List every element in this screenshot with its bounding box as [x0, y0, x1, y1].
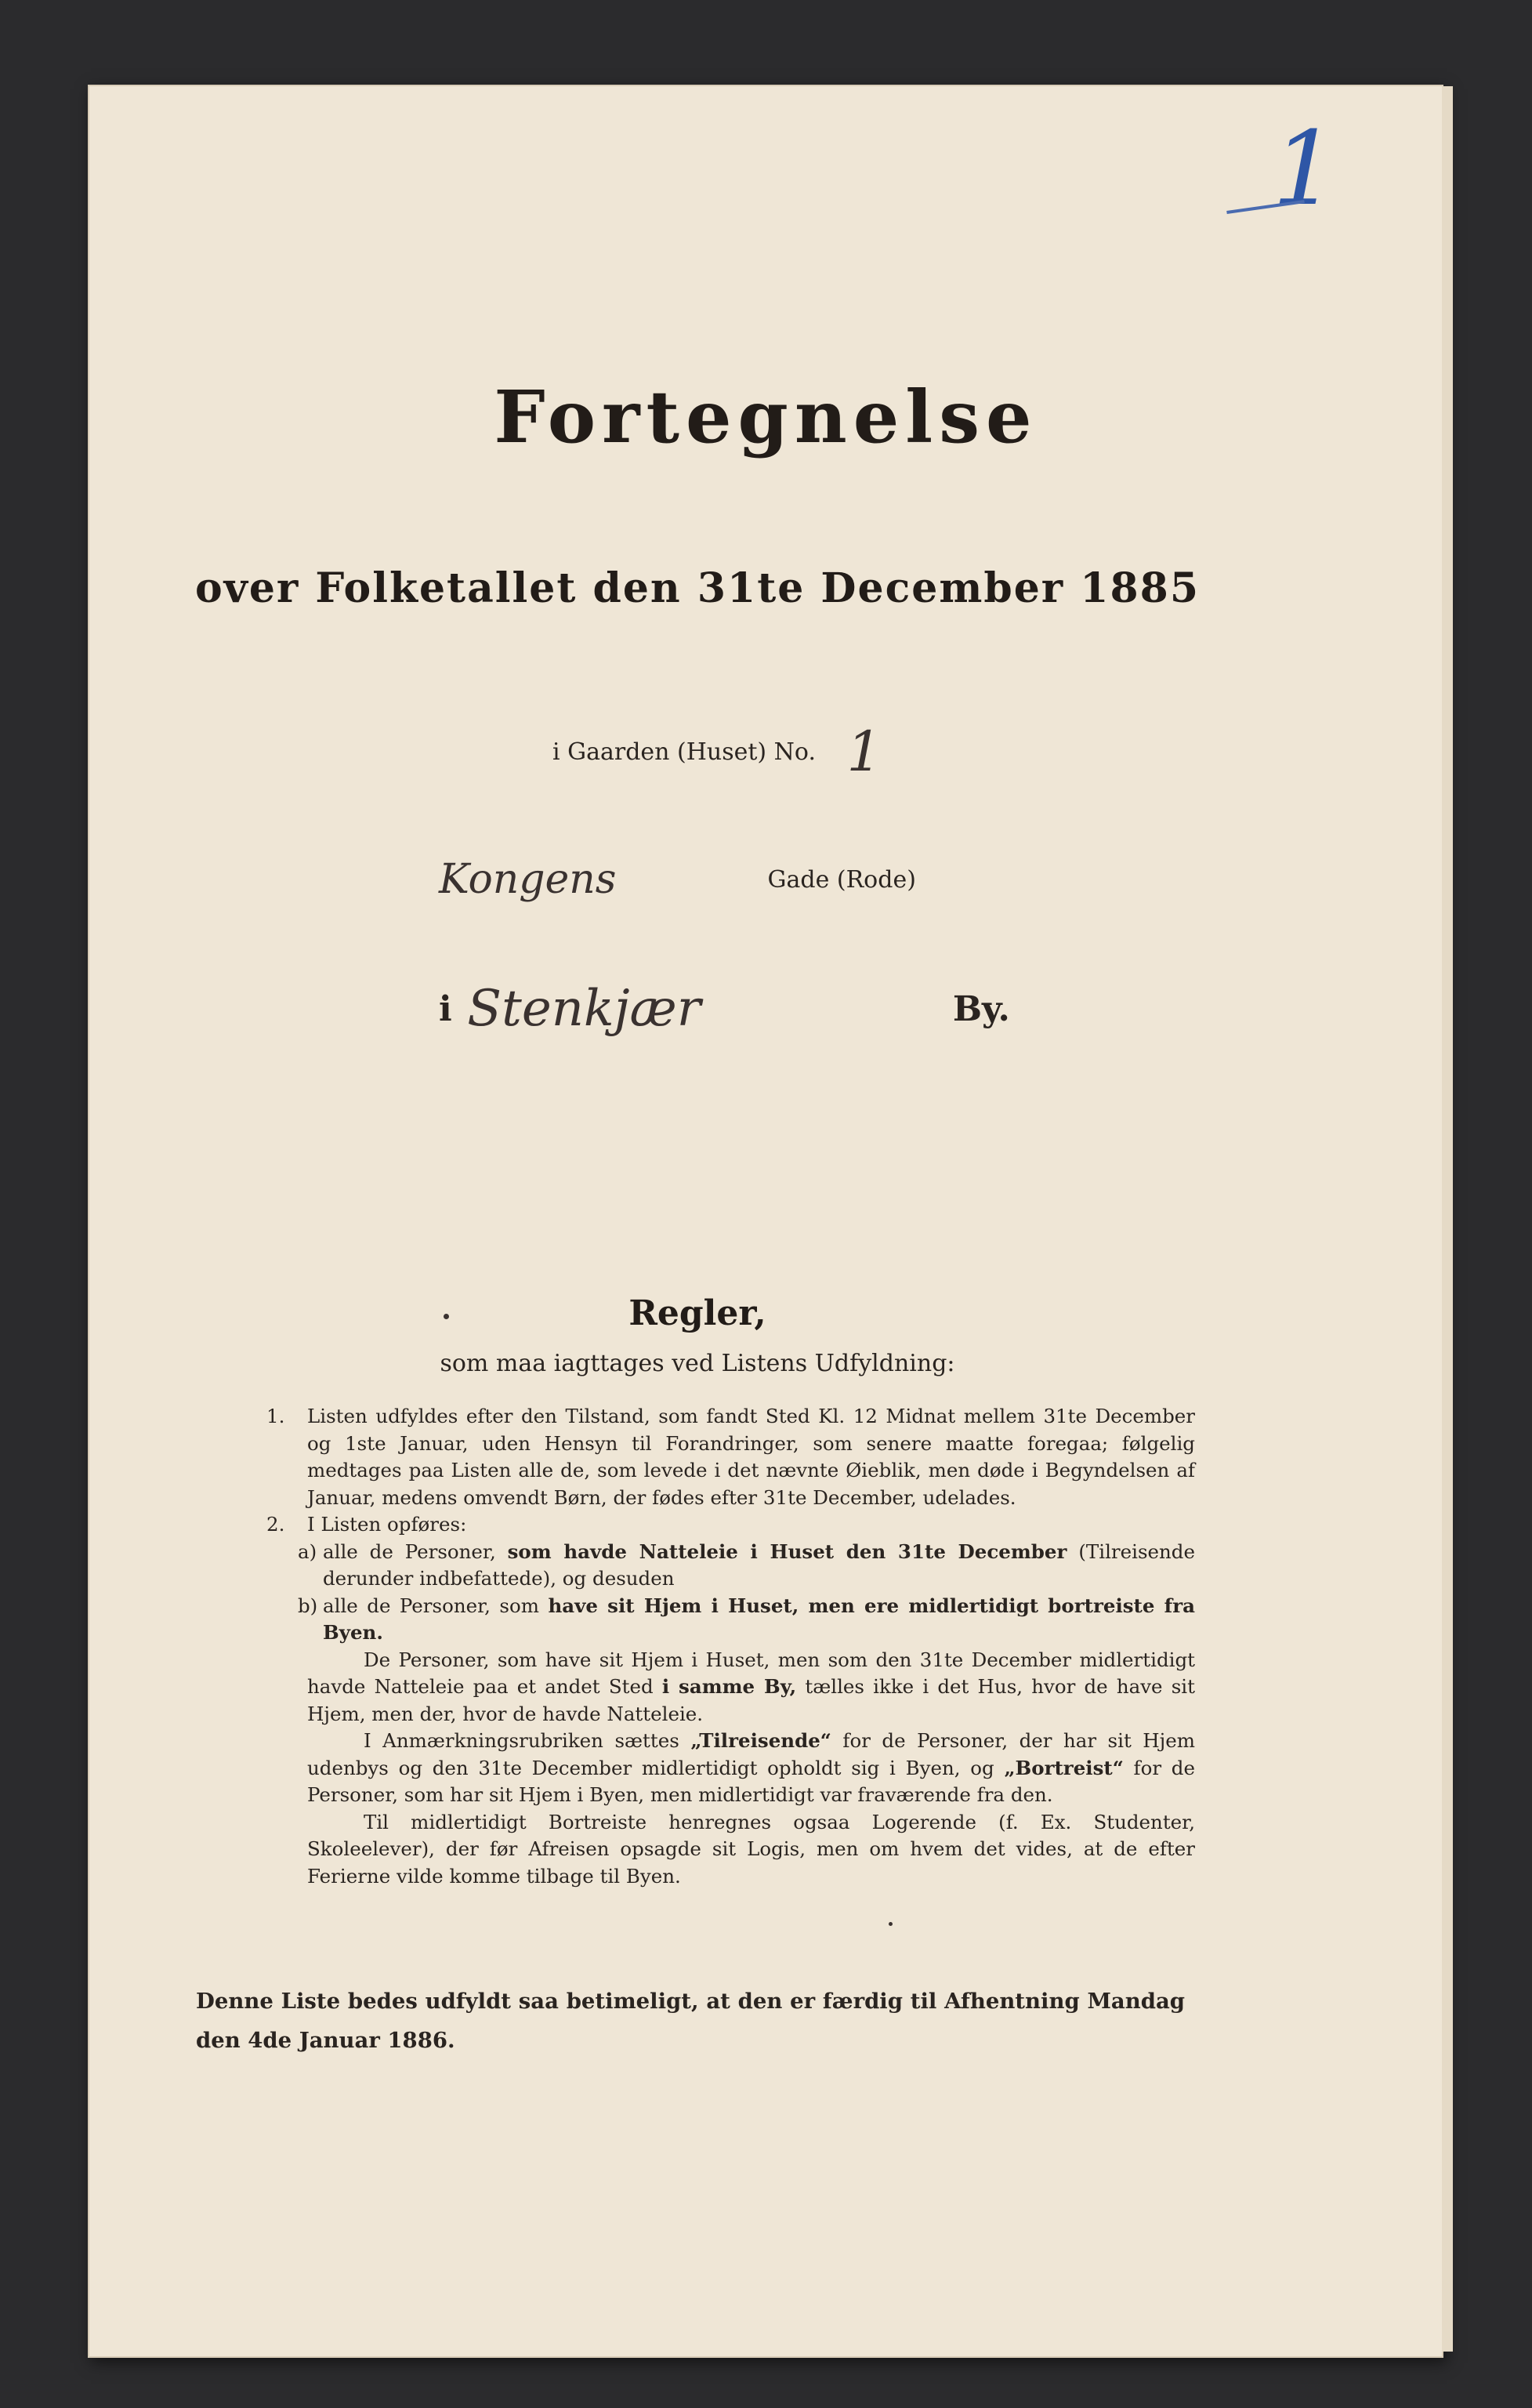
rule-2-p2-bold-2: „Bortreist“: [1004, 1756, 1124, 1779]
street-label: Gade (Rode): [767, 865, 916, 894]
rule-2-intro: I Listen opføres:: [307, 1513, 467, 1536]
footer-notice: Denne Liste bedes udfyldt saa betimeligt, at den er færdig til Afhentning Mandag den 4de Januar 1886.: [196, 1989, 1185, 2053]
rule-2-p1-bold: i samme By,: [661, 1675, 797, 1698]
house-number-value: 1: [846, 720, 882, 784]
rule-2-p1-post: tælles ikke i det Hus, hvor de have sit Hjem, men der, hvor de havde Natteleie.: [307, 1675, 1195, 1725]
street-row: [439, 856, 916, 903]
rule-2-item-b: [266, 1593, 1195, 1647]
document-title: Fortegnelse: [494, 375, 1038, 459]
rules-body: [266, 1403, 1195, 1890]
town-prefix: i: [439, 988, 452, 1029]
rule-2-item-a-post: (Tilreisende derunder indbefattede), og desuden: [323, 1539, 1195, 1590]
street-value: Kongens: [439, 856, 617, 903]
ink-speck: [889, 1922, 893, 1926]
rule-2-p2-mid: for de Personer, der har sit Hjem udenbys og den 31te December midlertidigt opholdt sig i Byen, og: [307, 1729, 1195, 1779]
rule-2-p2-post: for de Personer, som har sit Hjem i Byen, men midlertidigt var fraværende fra den.: [307, 1756, 1195, 1806]
rule-2-paragraph-2: [266, 1728, 1195, 1809]
rule-1: [266, 1403, 1195, 1511]
rule-2-number: 2.: [266, 1513, 285, 1536]
rule-2-p2-pre: I Anmærkningsrubriken sættes: [364, 1729, 679, 1752]
rule-2-item-a-letter: a): [298, 1539, 317, 1563]
rule-2-item-a-pre: alle de Personer,: [323, 1539, 496, 1563]
rules-subheading: som maa iagttages ved Listens Udfyldning:: [440, 1350, 955, 1377]
rule-2-p1-pre: De Personer, som have sit Hjem i Huset, men som den 31te December midlertidigt havde Natteleie paa et andet Sted: [307, 1648, 1195, 1698]
rule-1-text: Listen udfyldes efter den Tilstand, som fandt Sted Kl. 12 Midnat mellem 31te December og 1ste Januar, uden Hensyn til Forandringer, som senere maatte foregaa; følgelig medtages paa Listen alle de, som levede i det nævnte Øieblik, men døde i Begyndelsen af Januar, medens omvendt Børn, der fødes efter 31te December, udelades.: [307, 1405, 1195, 1509]
rule-2-paragraph-1: [266, 1647, 1195, 1728]
ink-speck: [444, 1314, 449, 1319]
town-label: By.: [952, 988, 1010, 1029]
town-value: Stenkjær: [467, 980, 701, 1038]
rule-2-item-a: [266, 1539, 1195, 1593]
rule-2-item-b-bold: have sit Hjem i Huset, men ere midlertidigt bortreiste fra Byen.: [323, 1594, 1195, 1644]
handwritten-page-number: 1: [1272, 109, 1338, 228]
house-number-row: [552, 720, 882, 784]
document-subtitle: over Folketallet den 31te December 1885: [194, 564, 1201, 612]
rule-2-p3: Til midlertidigt Bortreiste henregnes ogsaa Logerende (f. Ex. Studenter, Skoleelever), der før Afreisen opsagde sit Logis, men om hvem det vides, at de efter Ferierne vilde komme tilbage til Byen.: [307, 1810, 1195, 1888]
rule-2-paragraph-3: [266, 1809, 1195, 1891]
rule-2: [266, 1511, 1195, 1539]
rule-2-p2-bold-1: „Tilreisende“: [690, 1729, 831, 1752]
rules-heading: Regler,: [628, 1293, 766, 1333]
rule-1-number: 1.: [266, 1405, 285, 1427]
house-label: i Gaarden (Huset) No.: [552, 738, 816, 766]
rule-2-item-a-bold: som havde Natteleie i Huset den 31te December: [507, 1539, 1067, 1563]
rule-2-item-b-letter: b): [298, 1594, 318, 1617]
rule-2-item-b-pre: alle de Personer, som: [323, 1594, 539, 1617]
town-row: [439, 980, 1010, 1038]
